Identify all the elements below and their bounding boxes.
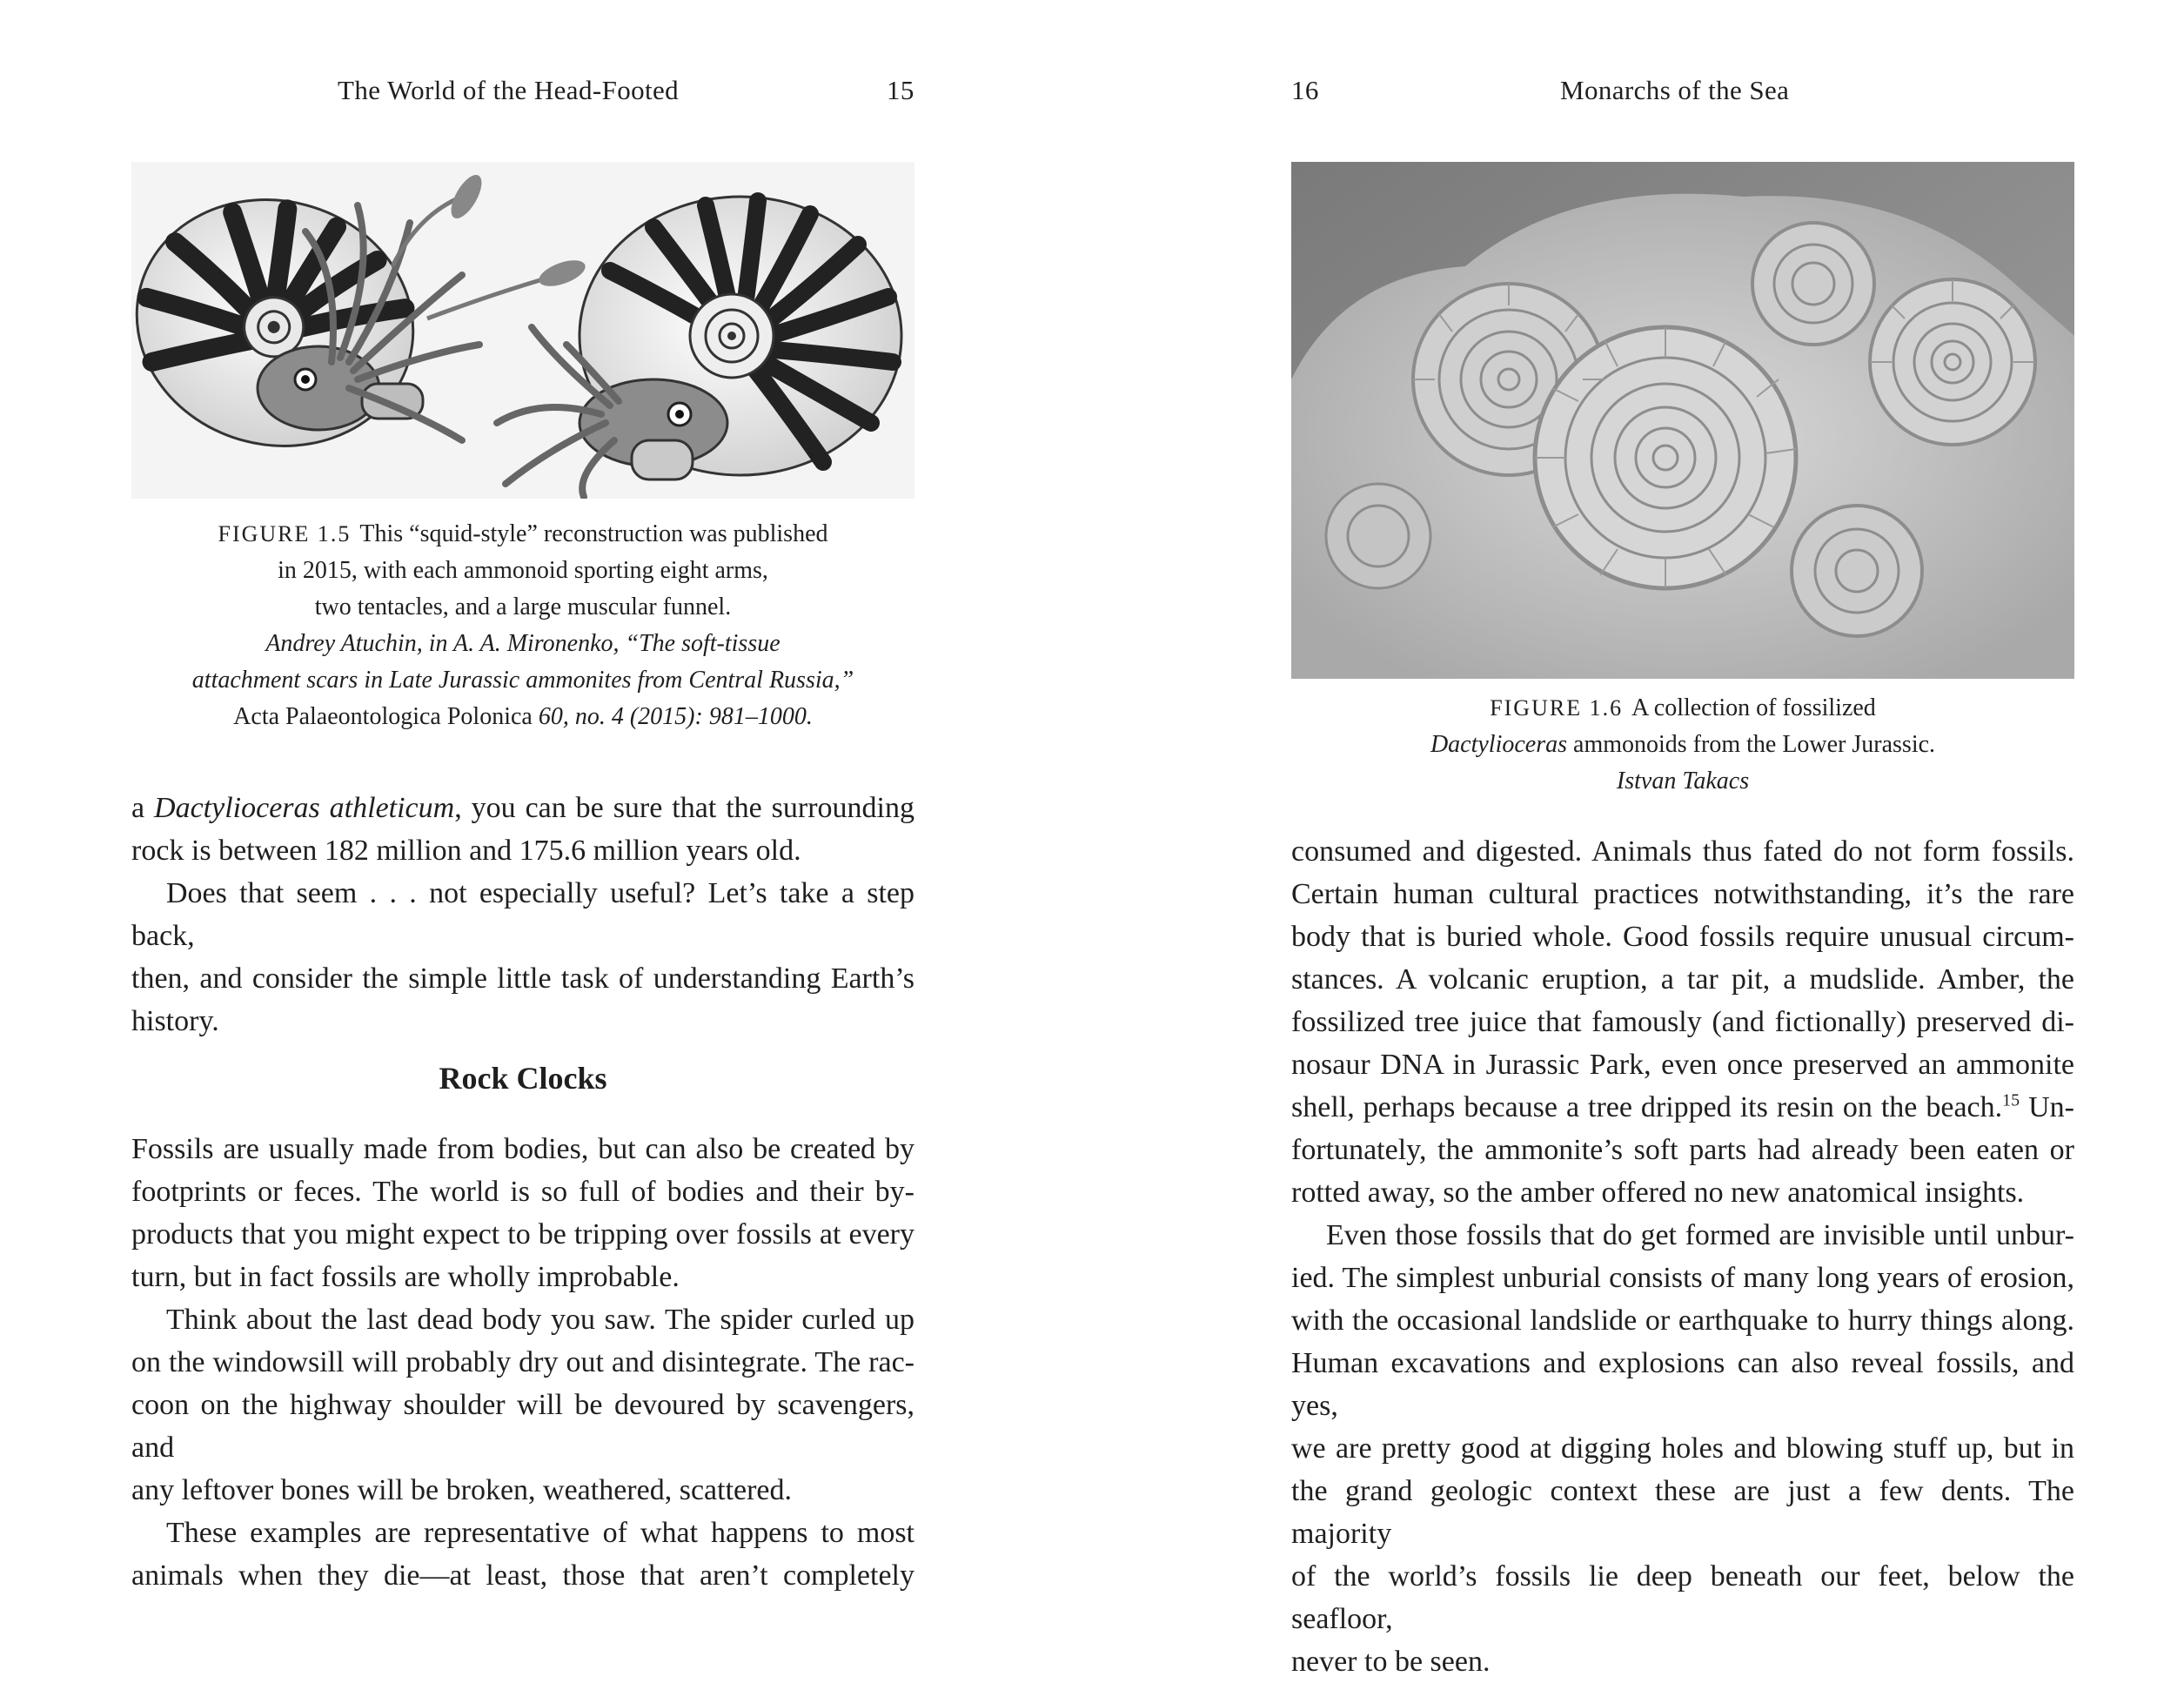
body-line: fortunately, the ammonite’s soft parts had already been eaten or xyxy=(1291,1134,2074,1166)
genus-name: Dactylioceras xyxy=(1430,731,1568,758)
body-line: nosaur DNA in Jurassic Park, even once preserved an ammonite xyxy=(1291,1049,2074,1081)
body-line: never to be seen. xyxy=(1291,1646,1491,1678)
text-run: Un- xyxy=(2020,1091,2074,1123)
figure-label: FIGURE 1.5 xyxy=(218,521,352,546)
body-line: we are pretty good at digging holes and blowing stuff up, but in xyxy=(1291,1432,2074,1465)
body-text xyxy=(1291,830,2074,1683)
running-head-title: Monarchs of the Sea xyxy=(1560,75,1790,105)
body-line: history. xyxy=(131,1005,219,1037)
caption-line xyxy=(1291,727,2074,763)
body-line: of the world’s fossils lie deep beneath our feet, below the seafloor, xyxy=(1291,1560,2074,1635)
left-page xyxy=(131,0,914,1638)
caption-line: two tentacles, and a large muscular funnel. xyxy=(314,593,732,620)
caption-credit: attachment scars in Late Jurassic ammonites from Central Russia,” xyxy=(191,667,854,694)
body-line: Think about the last dead body you saw. The spider curled up xyxy=(166,1304,914,1336)
caption-credit: Andrey Atuchin, in A. A. Mironenko, “The soft-tissue xyxy=(265,630,780,657)
body-line xyxy=(1291,1086,2074,1129)
body-text xyxy=(131,1128,914,1597)
footnote-ref[interactable]: 15 xyxy=(2002,1090,2020,1110)
body-line: any leftover bones will be broken, weathered, scattered. xyxy=(131,1474,793,1506)
figure-label: FIGURE 1.6 xyxy=(1490,695,1624,721)
right-page xyxy=(1291,0,2074,1678)
body-line: on the windowsill will probably dry out and disintegrate. The rac- xyxy=(131,1346,914,1378)
body-line: with the occasional landslide or earthquake to hurry things along. xyxy=(1291,1304,2074,1337)
page-number: 16 xyxy=(1291,75,1319,105)
body-line: Fossils are usually made from bodies, but can also be created by xyxy=(131,1133,914,1165)
body-line: coon on the highway shoulder will be devoured by scavengers, and xyxy=(131,1389,914,1464)
caption-line xyxy=(131,516,914,553)
body-line: Human excavations and explosions can also reveal fossils, and yes, xyxy=(1291,1347,2074,1422)
caption-text: ammonoids from the Lower Jurassic. xyxy=(1567,731,1936,758)
body-line: fossilized tree juice that famously (and fictionally) preserved di- xyxy=(1291,1006,2074,1038)
body-line: rotted away, so the amber offered no new anatomical insights. xyxy=(1291,1177,2025,1209)
body-line: Certain human cultural practices notwithstanding, it’s the rare xyxy=(1291,878,2074,910)
body-text xyxy=(131,787,914,1043)
ammonoid-reconstruction-icon xyxy=(131,162,914,499)
body-line: body that is buried whole. Good fossils require unusual circum- xyxy=(1291,921,2074,953)
body-line: Does that seem . . . not especially useful? Let’s take a step back, xyxy=(131,877,914,952)
caption-line xyxy=(1291,690,2074,727)
body-line: ied. The simplest unburial consists of many long years of erosion, xyxy=(1291,1262,2074,1294)
caption-credit: Istvan Takacs xyxy=(1616,768,1750,795)
journal-name: Acta Palaeontologica Polonica xyxy=(233,703,533,730)
body-line: These examples are representative of what happens to most xyxy=(166,1517,914,1549)
fossil-ammonites-photo-icon xyxy=(1291,162,2074,679)
page-number: 15 xyxy=(887,75,914,105)
journal-citation: 60, no. 4 (2015): 981–1000. xyxy=(538,703,813,730)
body-line: consumed and digested. Animals thus fated do not form fossils. xyxy=(1291,835,2074,868)
text-run: a xyxy=(131,792,155,824)
body-line: stances. A volcanic eruption, a tar pit, a mudslide. Amber, the xyxy=(1291,963,2074,996)
text-run: shell, perhaps because a tree dripped its resin on the beach. xyxy=(1291,1091,2003,1123)
running-head xyxy=(131,75,914,113)
body-line: then, and consider the simple little task of understanding Earth’s xyxy=(131,962,914,995)
body-line: footprints or feces. The world is so full of bodies and their by- xyxy=(131,1176,914,1208)
body-line: turn, but in fact fossils are wholly improbable. xyxy=(131,1261,680,1293)
body-line: products that you might expect to be tripping over fossils at every xyxy=(131,1218,914,1251)
figure-caption xyxy=(131,516,914,735)
caption-credit xyxy=(131,699,914,735)
running-head xyxy=(1291,75,2074,113)
caption-text: A collection of fossilized xyxy=(1631,694,1876,721)
figure-caption xyxy=(1291,690,2074,800)
figure-photo xyxy=(1291,162,2074,679)
text-run: , you can be sure that the surrounding xyxy=(454,792,914,824)
section-heading: Rock Clocks xyxy=(439,1061,607,1096)
body-line: the grand geologic context these are just a few dents. The majority xyxy=(1291,1475,2074,1550)
body-line: rock is between 182 million and 175.6 million years old. xyxy=(131,835,801,867)
caption-line: in 2015, with each ammonoid sporting eight arms, xyxy=(278,557,768,584)
body-line: Even those fossils that do get formed are invisible until unbur- xyxy=(1326,1219,2074,1251)
caption-text: This “squid-style” reconstruction was published xyxy=(359,520,828,547)
body-line xyxy=(131,787,914,829)
body-line: animals when they die—at least, those that aren’t completely xyxy=(131,1559,914,1592)
species-name: Dactylioceras athleticum xyxy=(154,792,455,824)
running-head-title: The World of the Head-Footed xyxy=(338,75,680,105)
figure-illustration xyxy=(131,162,914,499)
